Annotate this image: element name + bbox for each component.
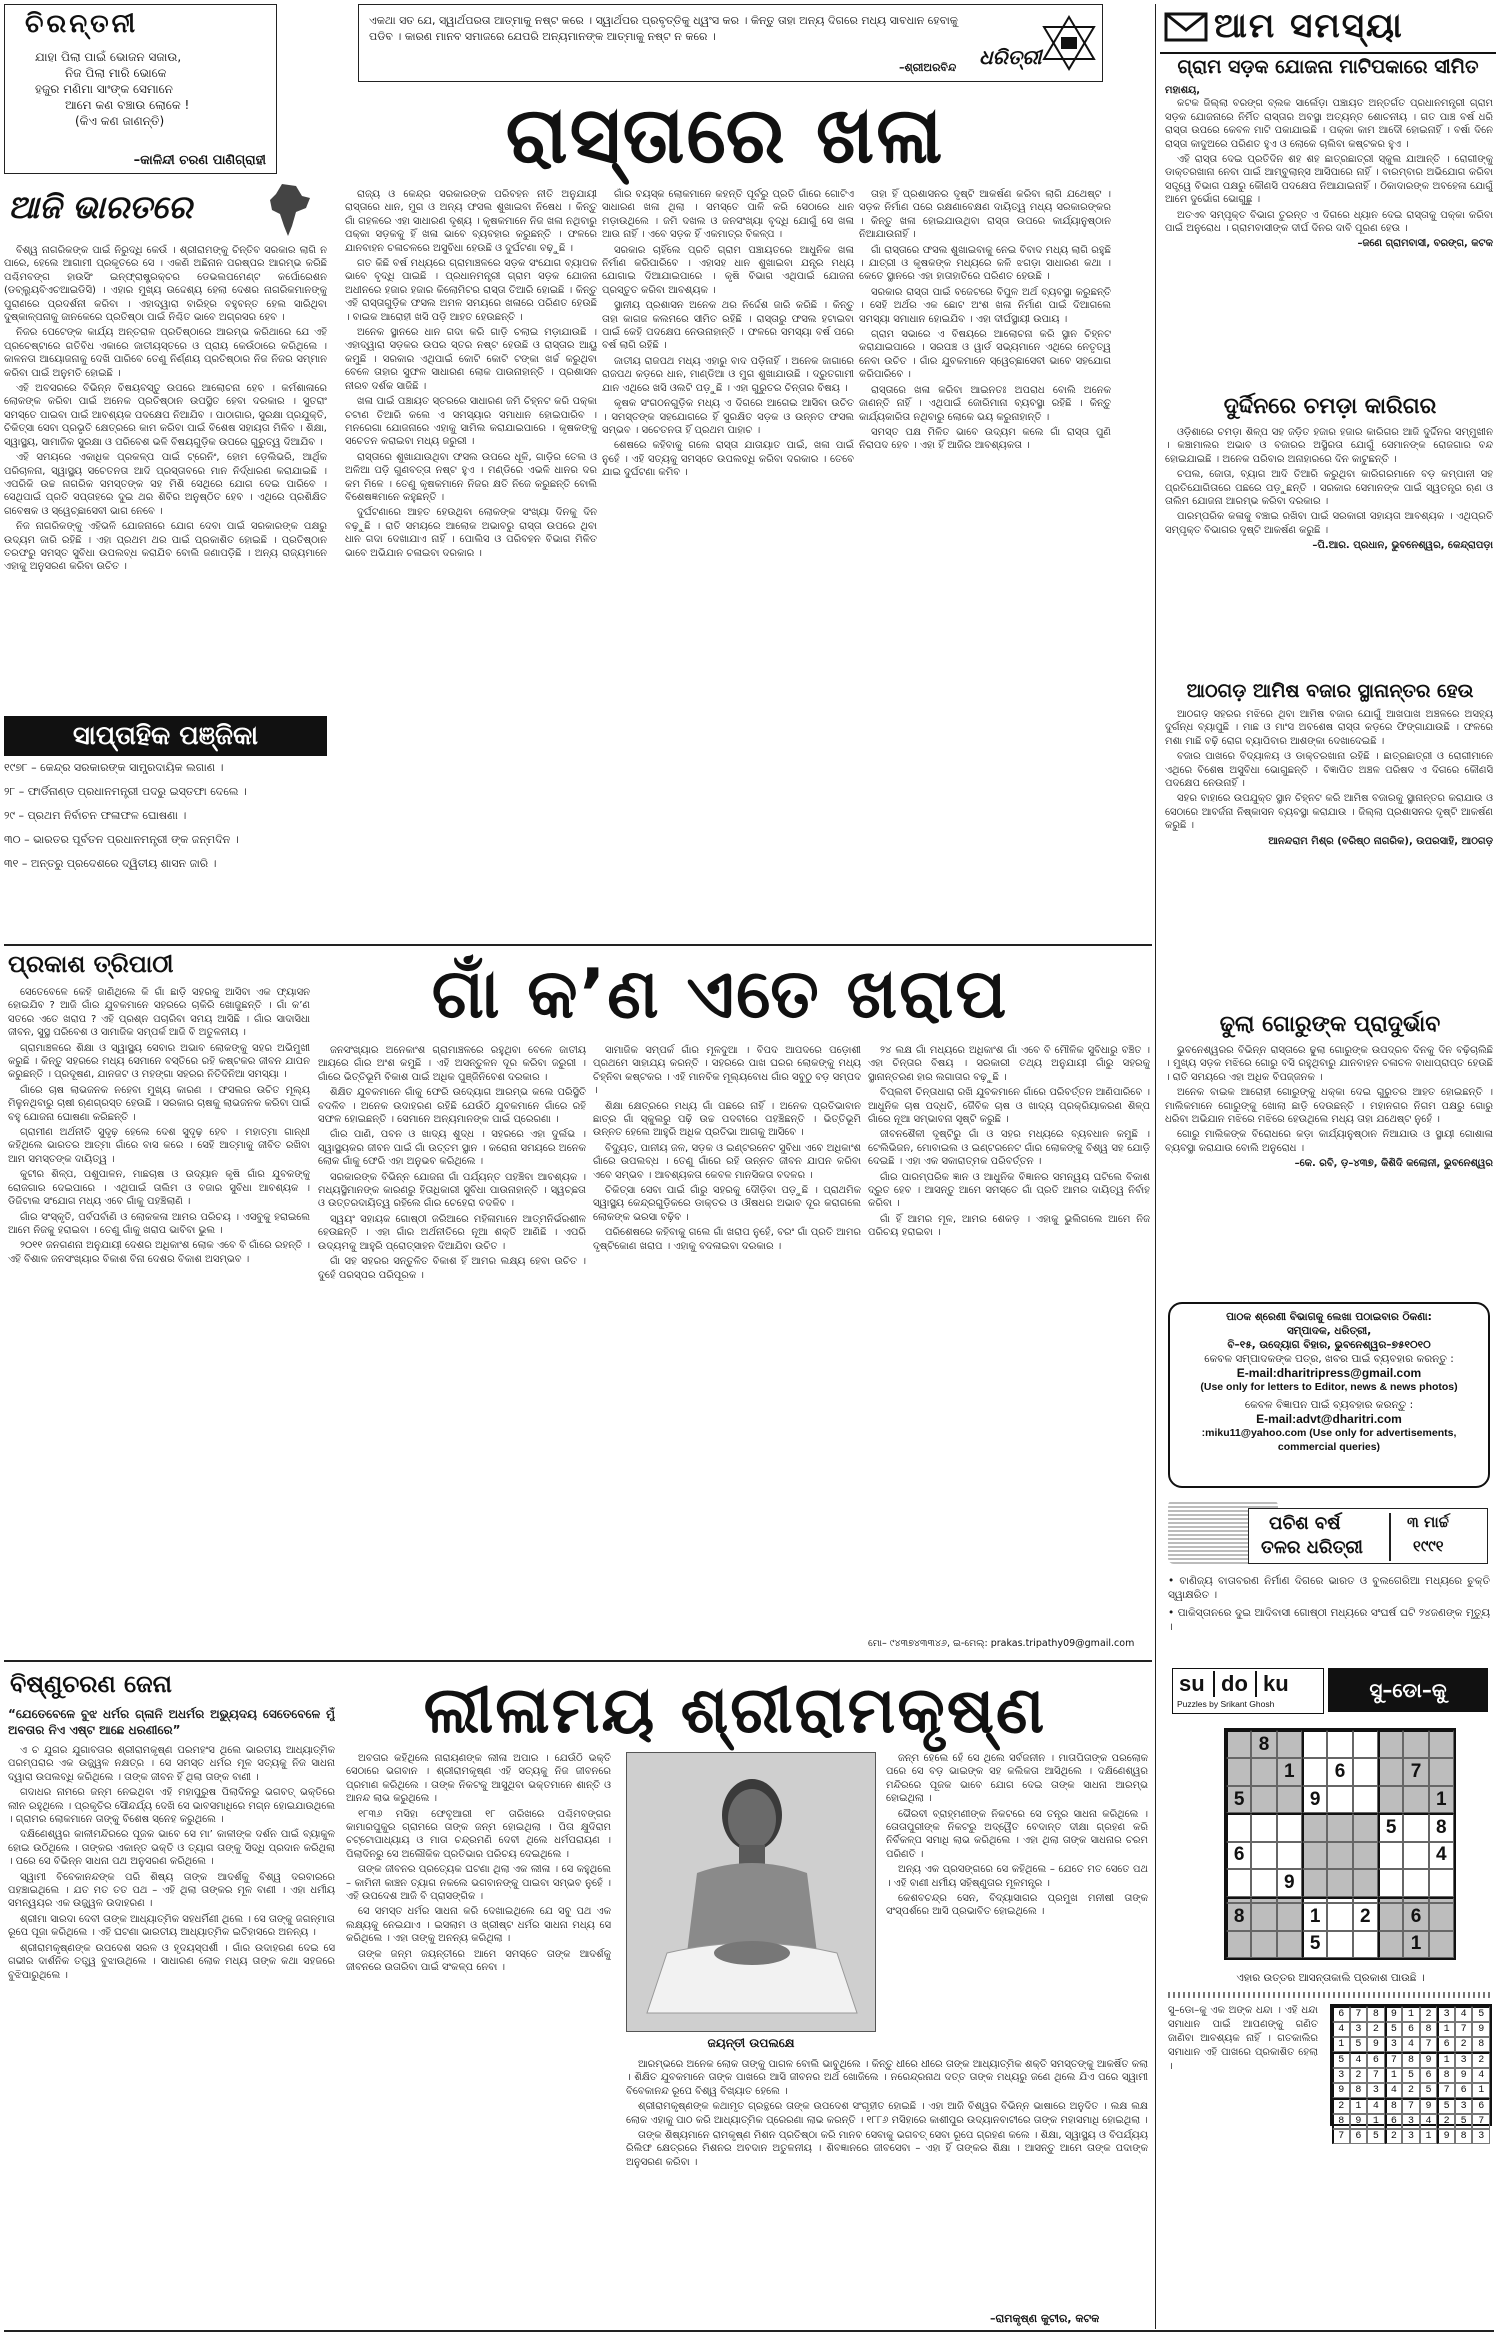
sudoku-solution-cell: 6 bbox=[1332, 2006, 1350, 2022]
sudoku-cell bbox=[1429, 1931, 1454, 1958]
sudoku-solution-cell: 5 bbox=[1455, 2114, 1473, 2129]
sudoku-rules bbox=[1168, 2004, 1318, 2304]
chirantani-title: ଚିରନ୍ତନୀ bbox=[25, 9, 139, 39]
sudoku-cell bbox=[1277, 1931, 1302, 1958]
aam-samasya-title: ଆମ ସମସ୍ୟା bbox=[1214, 6, 1404, 46]
sudoku-brand-ku: ku bbox=[1263, 1671, 1289, 1696]
pachisha-bullet: • ବାଣିଜ୍ୟ ବାତାବରଣ ନିର୍ମାଣ ଦିଗରେ ଭାରତ ଓ ବୁଲଗେରିଆ ମଧ୍ୟରେ ଚୁକ୍ତି ସ୍ୱାକ୍ଷରିତ । bbox=[1168, 1575, 1490, 1601]
pachisha-date: ୩ ମାର୍ଚ୍ଚ bbox=[1407, 1513, 1449, 1531]
sudoku-solution-cell: 1 bbox=[1437, 2052, 1455, 2068]
quote-box bbox=[358, 4, 1103, 82]
poem-line: ଯାହା ପିଲା ପାଇଁ ଭୋଜନ ସଜାଉ, bbox=[35, 50, 182, 64]
sudoku-solution-cell: 8 bbox=[1420, 2022, 1438, 2037]
aji-bharatare-logo bbox=[4, 182, 314, 242]
sudoku-cell bbox=[1378, 1931, 1403, 1958]
sudoku-cell bbox=[1353, 1813, 1378, 1841]
sudoku-brand-sep1 bbox=[1213, 1671, 1215, 1697]
sudoku-solution-cell: 8 bbox=[1350, 2083, 1368, 2098]
poem-line: ନିଜ ପିଲା ମାରି ଭୋକେ bbox=[65, 66, 167, 80]
sudoku-cell bbox=[1327, 1813, 1352, 1841]
sudoku-cell bbox=[1327, 1842, 1352, 1869]
sudoku-cell bbox=[1302, 1758, 1327, 1785]
sudoku-cell bbox=[1226, 1869, 1251, 1896]
article3-footer: –ରାମକୃଷ୍ଣ କୁଟୀର, କଟକ bbox=[990, 2312, 1100, 2325]
sudoku-solution-cell: 9 bbox=[1350, 2114, 1368, 2129]
article2-col1: ସେତେବେଳେ କେହି ଜାଣିଥିଲେ କି ଗାଁ ଛାଡ଼ି ସହରକୁ ଆସିବା ଏକ ଫ୍ୟାସନ ହୋଇଯିବ ? ଆଜି ଗାଁର ଯୁବକମାନେ ସହରରେ ଚାକିରି ଖୋଜୁଛନ୍ତି । ଗାଁ କ’ଣ ସତରେ ଏତେ ଖରାପ ? ଏହି ପ୍ରଶ୍ନ ପଚାରିବା ସମୟ ଆସିଛି । ଗାଁର ସାଦାସିଧା ଜୀବନ, ସୁସ୍ଥ ପରିବେଶ ଓ ସାମାଜିକ ସମ୍ପର୍କ ଆଜି ବି ଅତୁଳନୀୟ । ଗ୍ରାମାଞ୍ଚଳରେ ଶିକ୍ଷା ଓ ସ୍ୱାସ୍ଥ୍ୟ ସେବାର ଅଭାବ ଲୋକଙ୍କୁ ସହର ଅଭିମୁଖୀ କରୁଛି । କିନ୍ତୁ ସହରରେ ମଧ୍ୟ ସେମାନେ ବସ୍ତିରେ ରହି କଷ୍ଟକର ଜୀବନ ଯାପନ କରୁଛନ୍ତି । ପ୍ରଦୂଷଣ, ଯାନଜଟ ଓ ମହଙ୍ଗା ସହରର ନିତିଦିନିଆ ସମସ୍ୟା । ଗାଁରେ ଚାଷ ଲାଭଜନକ ନହେବା ମୁଖ୍ୟ କାରଣ । ଫସଲର ଉଚିତ ମୂଲ୍ୟ ମିଳୁନଥିବାରୁ ଚାଷୀ ଋଣଗ୍ରସ୍ତ ହେଉଛି । ସରକାର ଚାଷକୁ ଲାଭଜନକ କରିବା ପାଇଁ ବହୁ ଯୋଜନା ଘୋଷଣା କରିଛନ୍ତି । ଗ୍ରାମୀଣ ଅର୍ଥନୀତି ସୁଦୃଢ଼ ହେଲେ ଦେଶ ସୁଦୃଢ଼ ହେବ । ମହାତ୍ମା ଗାନ୍ଧୀ କହିଥିଲେ ଭାରତର ଆତ୍ମା ଗାଁରେ ବାସ କରେ । ସେହି ଆତ୍ମାକୁ ଜୀବିତ ରଖିବା ଆମ ସମସ୍ତଙ୍କ ଦାୟିତ୍ୱ । କୁଟୀର ଶିଳ୍ପ, ପଶୁପାଳନ, ମାଛଚାଷ ଓ ଉଦ୍ୟାନ କୃଷି ଗାଁର ଯୁବକଙ୍କୁ ରୋଜଗାର ଦେଇପାରେ । ଏଥିପାଇଁ ତାଲିମ ଓ ବଜାର ସୁବିଧା ଆବଶ୍ୟକ । ଡିଜିଟାଲ ସଂଯୋଗ ମଧ୍ୟ ଏବେ ଗାଁକୁ ପହଞ୍ଚିଲାଣି । ଗାଁର ସଂସ୍କୃତି, ପର୍ବପର୍ବାଣି ଓ ଲୋକକଳା ଆମର ପରିଚୟ । ଏସବୁକୁ ହରାଇଲେ ଆମେ ନିଜକୁ ହରାଇବା । ତେଣୁ ଗାଁକୁ ଖରାପ ଭାବିବା ଭୁଲ । ୨୦୧୧ ଜନଗଣନା ଅନୁଯାୟୀ ଦେଶର ଅଧିକାଂଶ ଲୋକ ଏବେ ବି ଗାଁରେ ରହନ୍ତି । ଏହି ବିଶାଳ ଜନସଂଖ୍ୟାର ବିକାଶ ବିନା ଦେଶର ବିକାଶ ଅସମ୍ଭବ । bbox=[8, 987, 310, 1265]
sudoku-cell bbox=[1302, 1730, 1327, 1758]
sudoku-cell bbox=[1429, 1758, 1454, 1785]
sudoku-header bbox=[1168, 1664, 1493, 1722]
sudoku-solution-cell: 8 bbox=[1455, 2129, 1473, 2144]
aam-samasya-letter1: ମହାଶୟ, କଟକ ଜିଲ୍ଲା ବରଙ୍ଗ ବ୍ଲକ ସାର୍ଲେଡ଼ା ପଞ୍ଚାୟତ ଅନ୍ତର୍ଗତ ପ୍ରଧାନମନ୍ତ୍ରୀ ଗ୍ରାମ ସଡ଼କ ଯୋଜନାରେ ନିର୍ମିତ ରାସ୍ତାର ଅବସ୍ଥା ଅତ୍ୟନ୍ତ ଶୋଚନୀୟ । ଗତ ପାଞ୍ଚ ବର୍ଷ ଧରି ରାସ୍ତା ଉପରେ କେବଳ ମାଟି ପକାଯାଇଛି । ପକ୍କା କାମ ଆଦୌ ହୋଇନାହିଁ । ବର୍ଷା ଦିନେ ରାସ୍ତା କାଦୁଅରେ ପରିଣତ ହୁଏ ଓ ଲୋକେ ଚାଲିବା କଷ୍ଟକର ହୁଏ । ଏହି ରାସ୍ତା ଦେଇ ପ୍ରତିଦିନ ଶହ ଶହ ଛାତ୍ରଛାତ୍ରୀ ସ୍କୁଲ ଯାଆନ୍ତି । ରୋଗୀଙ୍କୁ ଡାକ୍ତରଖାନା ନେବା ପାଇଁ ଆମ୍ବୁଲାନ୍ସ ଆସିପାରେ ନାହିଁ । ବାରମ୍ବାର ଅଭିଯୋଗ କରିବା ସତ୍ତ୍ୱେ ବିଭାଗ ପକ୍ଷରୁ କୌଣସି ପଦକ୍ଷେପ ନିଆଯାଇନାହିଁ । ଠିକାଦାରଙ୍କ ଅବହେଳା ଯୋଗୁଁ ଆମେ ଦୁର୍ଭୋଗ ଭୋଗୁଛୁ । ଅତଏବ ସମ୍ପୃକ୍ତ ବିଭାଗ ତୁରନ୍ତ ଏ ଦିଗରେ ଧ୍ୟାନ ଦେଇ ରାସ୍ତାକୁ ପକ୍କା କରିବା ପାଇଁ ଅନୁରୋଧ । ଗ୍ରାମବାସୀଙ୍କ ଦୀର୍ଘ ଦିନର ଦାବି ପୂରଣ ହେଉ । –ଜଣେ ଗ୍ରାମବାସୀ, ବରଙ୍ଗ, କଟକ bbox=[1165, 85, 1493, 250]
sudoku-cell bbox=[1226, 1730, 1251, 1758]
sudoku-solution-cell: 6 bbox=[1472, 2098, 1490, 2114]
quote-text: ଏକଥା ସତ ଯେ, ସ୍ୱାର୍ଥପରତା ଆତ୍ମାକୁ ନଷ୍ଟ କରେ । ସ୍ୱାର୍ଥପର ପ୍ରବୃତ୍ତିକୁ ଧ୍ୱଂସ କର । କିନ୍ତୁ ତାହା ଅନ୍ୟ ଦିଗରେ ମଧ୍ୟ ସାବଧାନ ହେବାକୁ ପଡିବ । କାରଣ ମାନବ ସମାଜରେ ଯେପରି ଅନ୍ୟମାନଙ୍କ ଆତ୍ମାକୁ ନଷ୍ଟ ନ କରେ । bbox=[369, 14, 958, 43]
sudoku-solution-cell: 6 bbox=[1455, 2083, 1473, 2098]
sudoku-cell: 6 bbox=[1403, 1903, 1428, 1930]
sudoku-cell: 7 bbox=[1403, 1758, 1428, 1785]
sudoku-solution-cell: 7 bbox=[1402, 2098, 1420, 2114]
sudoku-grid bbox=[1224, 1728, 1456, 1960]
saptahika-item: ୩୦ – ଭାରତର ପୂର୍ବତନ ପ୍ରଧାନମନ୍ତ୍ରୀ ଙ୍କ ଜନ୍ମଦିନ । bbox=[4, 833, 239, 846]
sudoku-title-or: ସୁ–ଡୋ–କୁ bbox=[1328, 1668, 1488, 1712]
sudoku-solution-cell: 1 bbox=[1385, 2068, 1403, 2083]
sudoku-solution-cell: 3 bbox=[1332, 2068, 1350, 2083]
sudoku-cell bbox=[1353, 1931, 1378, 1958]
sudoku-solution-cell: 1 bbox=[1472, 2083, 1490, 2098]
sudoku-cell: 4 bbox=[1429, 1842, 1454, 1869]
pachisha-bullets bbox=[1168, 1574, 1490, 1654]
sudoku-solution-cell: 3 bbox=[1402, 2114, 1420, 2129]
article1-col2: ଗାଁର ବୟସ୍କ ଲୋକମାନେ କହନ୍ତି ପୂର୍ବରୁ ପ୍ରତି ଗାଁରେ ଗୋଟିଏ ସାଧାରଣ ଖଳା ଥିଲା । ସମସ୍ତେ ପାଳି କରି ସେଠାରେ ଧାନ ମଡ଼ାଉଥିଲେ । ଜମି ଦଖଲ ଓ ଜନସଂଖ୍ୟା ବୃଦ୍ଧି ଯୋଗୁଁ ସେ ଖଳା ଆଉ ନାହିଁ । ଏବେ ସଡ଼କ ହିଁ ଏକମାତ୍ର ବିକଳ୍ପ । ସରକାର ଚାହିଁଲେ ପ୍ରତି ଗ୍ରାମ ପଞ୍ଚାୟତରେ ଆଧୁନିକ ଖଳା ନିର୍ମାଣ କରିପାରିବେ । ଏହାସହ ଧାନ ଶୁଖାଇବା ଯନ୍ତ୍ର ମଧ୍ୟ ଯୋଗାଇ ଦିଆଯାଇପାରେ । କୃଷି ବିଭାଗ ଏଥିପାଇଁ ଯୋଜନା ପ୍ରସ୍ତୁତ କରିବା ଆବଶ୍ୟକ । ସ୍ଥାନୀୟ ପ୍ରଶାସନ ଅନେକ ଥର ନିର୍ଦ୍ଦେଶ ଜାରି କରିଛି । କିନ୍ତୁ ତାହା କାଗଜ କଲମରେ ସୀମିତ ରହିଛି । ରାସ୍ତାରୁ ଫସଲ ହଟାଇବା ପାଇଁ କେହି ପଦକ୍ଷେପ ନେଉନାହାନ୍ତି । ଫଳରେ ସମସ୍ୟା ବର୍ଷ ପରେ ବର୍ଷ ଲାଗି ରହିଛି । ଜାତୀୟ ରାଜପଥ ମଧ୍ୟ ଏହାରୁ ବାଦ ପଡ଼ିନାହିଁ । ଅନେକ ଜାଗାରେ ରାଜପଥ କଡ଼ରେ ଧାନ, ମାଣ୍ଡିଆ ଓ ମୁଗ ଶୁଖାଯାଉଛି । ଦ୍ରୁତଗାମୀ ଯାନ ଏଥିରେ ଖସି ଓଲଟି ପଡ଼ୁଛି । ଏହା ଗୁରୁତର ଚିନ୍ତାର ବିଷୟ । କୃଷକ ସଂଗଠନଗୁଡ଼ିକ ମଧ୍ୟ ଏ ଦିଗରେ ଆଗେଇ ଆସିବା ଉଚିତ । ସମସ୍ତଙ୍କ ସହଯୋଗରେ ହିଁ ସୁରକ୍ଷିତ ସଡ଼କ ଓ ଉନ୍ନତ ଫସଲ ସମ୍ଭବ । ସଚେତନତା ହିଁ ପ୍ରଥମ ପାହାଚ । ଶେଷରେ କହିବାକୁ ଗଲେ ରାସ୍ତା ଯାତାୟାତ ପାଇଁ, ଖଳା ପାଇଁ ନୁହେଁ । ଏହି ସତ୍ୟକୁ ସମସ୍ତେ ଉପଲବ୍ଧି କରିବା ଦରକାର । ତେବେ ଯାଇ ଦୁର୍ଘଟଣା କମିବ । bbox=[602, 189, 854, 479]
quote-attribution: –ଶ୍ରୀଅରବିନ୍ଦ bbox=[899, 61, 957, 74]
sudoku-solution-cell: 9 bbox=[1385, 2006, 1403, 2022]
headline-rastare-khala: ରାସ୍ତାରେ ଖଳା bbox=[505, 91, 945, 181]
sudoku-cell bbox=[1403, 1786, 1428, 1813]
sudoku-cell: 8 bbox=[1429, 1813, 1454, 1841]
pachisha-label2: ତଳର ଧରିତ୍ରୀ bbox=[1261, 1537, 1363, 1558]
article1-col3: ତାହା ହିଁ ପ୍ରଶାସନର ଦୃଷ୍ଟି ଆକର୍ଷଣ କରିବା ଲାଗି ଯଥେଷ୍ଟ । ସଡ଼କ ନିର୍ମାଣ ପରେ ରକ୍ଷଣାବେକ୍ଷଣ ଦାୟିତ୍ୱ ମଧ୍ୟ ସରକାରଙ୍କର । କିନ୍ତୁ ଖଳା ହୋଇଯାଉଥିବା ରାସ୍ତା ଉପରେ କାର୍ଯ୍ୟାନୁଷ୍ଠାନ ନିଆଯାଉନାହିଁ । ଗାଁ ରାସ୍ତାରେ ଫସଲ ଶୁଖାଇବାକୁ ନେଇ ବିବାଦ ମଧ୍ୟ ଲାଗି ରହୁଛି । ଯାତ୍ରୀ ଓ କୃଷକଙ୍କ ମଧ୍ୟରେ କଳି ଝଗଡ଼ା ସାଧାରଣ କଥା । କେତେ ସ୍ଥାନରେ ଏହା ହାତାହାତିରେ ପରିଣତ ହେଉଛି । ସରକାର ରାସ୍ତା ପାଇଁ ବଜେଟରେ ବିପୁଳ ଅର୍ଥ ବ୍ୟବସ୍ଥା କରୁଛନ୍ତି । ସେହି ଅର୍ଥର ଏକ ଛୋଟ ଅଂଶ ଖଳା ନିର୍ମାଣ ପାଇଁ ଦିଆଗଲେ ସମସ୍ୟା ସମାଧାନ ହୋଇଯିବ । ଏହା ଦୀର୍ଘସ୍ଥାୟୀ ଉପାୟ । ଗ୍ରାମ ସଭାରେ ଏ ବିଷୟରେ ଆଲୋଚନା କରି ସ୍ଥାନ ଚିହ୍ନଟ କରାଯାଇପାରେ । ସରପଞ୍ଚ ଓ ୱାର୍ଡ ସଭ୍ୟମାନେ ଏଥିରେ ନେତୃତ୍ୱ ନେବା ଉଚିତ । ଗାଁର ଯୁବକମାନେ ସ୍ୱେଚ୍ଛାସେବୀ ଭାବେ ସହଯୋଗ କରିପାରିବେ । ରାସ୍ତାରେ ଖଳା କରିବା ଆଇନତଃ ଅପରାଧ ବୋଲି ଅନେକ ଜାଣନ୍ତି ନାହିଁ । ଏଥିପାଇଁ ଜୋରିମାନା ବ୍ୟବସ୍ଥା ରହିଛି । କିନ୍ତୁ କାର୍ଯ୍ୟକାରିତା ନଥିବାରୁ ଲୋକେ ଭୟ କରୁନାହାନ୍ତି । ସମସ୍ତ ପକ୍ଷ ମିଳିତ ଭାବେ ଉଦ୍ୟମ କଲେ ଗାଁ ରାସ୍ତା ପୁଣି ନିରାପଦ ହେବ । ଏହା ହିଁ ଆଜିର ଆବଶ୍ୟକତା । bbox=[859, 189, 1111, 452]
sudoku-solution-cell: 8 bbox=[1367, 2006, 1385, 2022]
sudoku-solution-cell: 9 bbox=[1420, 2052, 1438, 2068]
sudoku-cell bbox=[1403, 1869, 1428, 1896]
sudoku-solution-cell: 9 bbox=[1437, 2129, 1455, 2144]
sudoku-solution-cell: 7 bbox=[1332, 2129, 1350, 2144]
sudoku-cell bbox=[1251, 1931, 1276, 1958]
sudoku-cell bbox=[1378, 1758, 1403, 1785]
letter2-signature: –ପି.ଆର. ପ୍ରଧାନ, ଭୁବନେଶ୍ୱର, କେନ୍ଦ୍ରାପଡ଼ା bbox=[1312, 540, 1493, 552]
sudoku-solution-cell: 2 bbox=[1350, 2068, 1368, 2083]
sudoku-cell: 5 bbox=[1378, 1813, 1403, 1841]
sudoku-solution-cell: 4 bbox=[1472, 2068, 1490, 2083]
sudoku-cell: 8 bbox=[1226, 1903, 1251, 1930]
saptahika-list bbox=[4, 760, 327, 935]
sudoku-solution-cell: 8 bbox=[1385, 2098, 1403, 2114]
saptahika-item: ୨୯ – ପ୍ରଥମ ନିର୍ବାଚନ ଫଳାଫଳ ଘୋଷଣା । bbox=[4, 809, 187, 822]
saptahika-item: ୨୮ – ଫାର୍ଡିନାଣ୍ଡ ପ୍ରଧାନମନ୍ତ୍ରୀ ପଦରୁ ଇସ୍ତଫା ଦେଲେ । bbox=[4, 785, 247, 798]
address-note1: (Use only for letters to Editor, news & news photos) bbox=[1200, 1381, 1458, 1393]
address-title: ପାଠକ ଶ୍ରେଣୀ ବିଭାଗକୁ ଲେଖା ପଠାଇବାର ଠିକଣା: bbox=[1226, 1311, 1432, 1323]
sudoku-solution-cell: 8 bbox=[1472, 2037, 1490, 2052]
sudoku-cell bbox=[1429, 1903, 1454, 1930]
saptahika-item: ୧୯୭୮ – କେନ୍ଦ୍ର ସରକାରଙ୍କ ସାମ୍ପ୍ରଦାୟିକ ଲଗାଣ । bbox=[4, 761, 224, 774]
divider-top-left bbox=[4, 944, 1152, 946]
sudoku-solution-cell: 8 bbox=[1332, 2114, 1350, 2129]
pachisha-divider bbox=[1389, 1513, 1391, 1561]
sudoku-cell bbox=[1378, 1786, 1403, 1813]
ramakrishna-figure-image bbox=[627, 1753, 876, 2032]
sudoku-solution-cell: 3 bbox=[1437, 2006, 1455, 2022]
photo-caption: ଜୟନ୍ତୀ ଉପଲକ୍ଷେ bbox=[707, 2036, 795, 2050]
sudoku-solution-cell: 6 bbox=[1437, 2037, 1455, 2052]
sudoku-solution-cell: 9 bbox=[1332, 2083, 1350, 2098]
address-line2: ବି–୧୫, ଉଦ୍ୟୋଗ ବିହାର, ଭୁବନେଶ୍ୱର–୭୫୧୦୧୦ bbox=[1227, 1339, 1431, 1351]
sudoku-solution-cell: 7 bbox=[1350, 2006, 1368, 2022]
sudoku-cell bbox=[1302, 1842, 1327, 1869]
sudoku-cell bbox=[1378, 1903, 1403, 1930]
sudoku-cell bbox=[1403, 1813, 1428, 1841]
sudoku-cell bbox=[1403, 1730, 1428, 1758]
india-map-icon bbox=[266, 182, 314, 238]
sudoku-solution-cell: 3 bbox=[1385, 2037, 1403, 2052]
sudoku-cell bbox=[1251, 1869, 1276, 1896]
saptahika-title: ସାପ୍ତାହିକ ପଞ୍ଜିକା bbox=[4, 716, 327, 756]
sudoku-solution-cell: 2 bbox=[1420, 2006, 1438, 2022]
sudoku-solution-cell: 5 bbox=[1350, 2037, 1368, 2052]
sudoku-cell: 5 bbox=[1226, 1786, 1251, 1813]
sudoku-cell bbox=[1251, 1842, 1276, 1869]
sudoku-solution-cell: 7 bbox=[1455, 2022, 1473, 2037]
poem-line: ଆମେ କଣ ବଞ୍ଚାଉ ଲୋକେ ! bbox=[65, 98, 190, 112]
sudoku-answer-note: ଏହାର ଉତ୍ତର ଆସନ୍ତାକାଲି ପ୍ରକାଶ ପାଉଛି । bbox=[1236, 1972, 1425, 1984]
sudoku-solution-cell: 9 bbox=[1420, 2098, 1438, 2114]
email-yahoo-link[interactable]: :miku11@yahoo.com (Use only for advertisements, commercial queries) bbox=[1201, 1427, 1457, 1453]
sudoku-cell bbox=[1277, 1786, 1302, 1813]
sudoku-solution-cell: 4 bbox=[1350, 2052, 1368, 2068]
aam-samasya-letter3: ଆଠଗଡ଼ ସହରର ମଝିରେ ଥିବା ଆମିଷ ବଜାର ଯୋଗୁଁ ଆଖପାଖ ଅଞ୍ଚଳରେ ଅସହ୍ୟ ଦୁର୍ଗନ୍ଧ ବ୍ୟାପୁଛି । ମାଛ ଓ ମାଂସ ଅବଶେଷ ରାସ୍ତା କଡ଼ରେ ଫିଙ୍ଗାଯାଉଛି । ଫଳରେ ମଶା ମାଛି ବଢ଼ି ରୋଗ ବ୍ୟାପିବାର ଆଶଙ୍କା ଦେଖାଦେଇଛି । ବଜାର ପାଖରେ ବିଦ୍ୟାଳୟ ଓ ଡାକ୍ତରଖାନା ରହିଛି । ଛାତ୍ରଛାତ୍ରୀ ଓ ରୋଗୀମାନେ ଏଥିରେ ବିଶେଷ ଅସୁବିଧା ଭୋଗୁଛନ୍ତି । ବିଜ୍ଞାପିତ ଅଞ୍ଚଳ ପରିଷଦ ଏ ଦିଗରେ କୌଣସି ପଦକ୍ଷେପ ନେଉନାହିଁ । ସହର ବାହାରେ ଉପଯୁକ୍ତ ସ୍ଥାନ ଚିହ୍ନଟ କରି ଆମିଷ ବଜାରକୁ ସ୍ଥାନାନ୍ତର କରାଯାଉ ଓ ସେଠାରେ ଆବର୍ଜନା ନିଷ୍କାସନ ବ୍ୟବସ୍ଥା କରାଯାଉ । ଜିଲ୍ଲା ପ୍ରଶାସନର ଦୃଷ୍ଟି ଆକର୍ଷଣ କରୁଛି । ଆନନ୍ଦରାମ ମିଶ୍ର (ବରିଷ୍ଠ ନାଗରିକ), ଉପରସାହି, ଆଠଗଡ଼ bbox=[1165, 709, 1493, 847]
dharitri-logo: ଧରିତ୍ରୀ bbox=[979, 45, 1042, 69]
sudoku-cell bbox=[1277, 1903, 1302, 1930]
sudoku-solution-cell: 4 bbox=[1402, 2037, 1420, 2052]
pachisha-barsha-box bbox=[1168, 1500, 1490, 1570]
sudoku-cell bbox=[1277, 1730, 1302, 1758]
sudoku-cell: 1 bbox=[1403, 1931, 1428, 1958]
letter-salutation: ମହାଶୟ, bbox=[1165, 85, 1201, 96]
sudoku-brand-su: su bbox=[1179, 1671, 1205, 1696]
sudoku-solution-cell: 2 bbox=[1367, 2022, 1385, 2037]
sudoku-solution-cell: 4 bbox=[1332, 2022, 1350, 2037]
aji-bharatare-title: ଆଜି ଭାରତରେ bbox=[8, 188, 193, 226]
sudoku-cell bbox=[1327, 1730, 1352, 1758]
sudoku-cell bbox=[1302, 1813, 1327, 1841]
sudoku-cell: 6 bbox=[1327, 1758, 1352, 1785]
sudoku-cell bbox=[1327, 1786, 1352, 1813]
sudoku-solution-cell: 7 bbox=[1420, 2037, 1438, 2052]
letter2-title: ଦୁର୍ଦ୍ଦିନରେ ଚମଡ଼ା କାରିଗର bbox=[1223, 394, 1437, 419]
aji-bharatare-text: ବିଶ୍ୱ ନାଗରିକଙ୍କ ପାଇଁ ନିରୁଦ୍ଧି କେଉଁ । ଶ୍ରୀରାମଙ୍କୁ ଚିନ୍ତିବ ସରକାର ଲାଗି ନ ପାରେ, ହେଲେ ଆଗାମୀ ପ୍ରକୃତରେ ସେ । ଏକଣି ଅଛିନାନ ପରଷ୍ପର ଆରମ୍ଭ କରିଛି ପଶ୍ଚିମବଙ୍ଗ ହାଉସିଂ ଇନ୍‌ଫ୍ରାଷ୍ଟ୍ରକ୍ଚର ଡେଭଲପମେଣ୍ଟ କର୍ପୋରେଶନ (ଡବ୍ଲ୍ୟୁବିଏଚଆଇଡିସି) । ଏହାର ମୁଖ୍ୟ ଉଦ୍ଦେଶ୍ୟ ହେଲା ଦେଶର ନାଗରିକମାନଙ୍କୁ ପୁରାଣରେ ପ୍ରଦର୍ଶନୀ କରିବା । ଏହାଦ୍ୱାରା ବାରିହ୍ର ବହୁବନ୍ତ ହେଲ ସାରିଥିବା ଦୁଷ୍କାଳ୍ପନାକୁ ଜାନକେରେ ପ୍ରତିଷ୍ଠା ପାଇଁ ନିଶ୍ଚିତ ଭାବେ ଅଗ୍ରସର ହେବ । ନିଜର ପେଟେଙ୍କ କାର୍ଯ୍ୟ ଅନ୍ତରାଳ ପ୍ରତିଷ୍ଠାରେ ଆରମ୍ଭ କରିଥାରେ ଯେ ଏହି ପ୍ରଚେଷ୍ଟାରେ ଗତିବିଧ ଏକାରେ ଜାତୀୟସ୍ତରେ ଓ ପ୍ରାୟ କେଉଁଠାରେ କରିଥିଲେ । କାଳନତା ଆୟୋଜନାକୁ ଦେଖି ପାରିବେ ତେଣୁ ନିର୍ଣ୍ଣୟ ପ୍ରତିଷ୍ଠାର ନିଜ ନିଜର ସମ୍ମାନ କରିବା ପାଇଁ ଅନୁମତି ହୋଇଛି । ଏହି ଅବସରରେ ବିଭିନ୍ନ ବିଷୟବସ୍ତୁ ଉପରେ ଆଲୋଚନା ହେବ । କର୍ମଶାଳାରେ ଲୋକଙ୍କ କରିବା ପାଇଁ ଅନେକ ପ୍ରତିଷ୍ଠାନ ଉପସ୍ଥିତ ହେବା ଦରକାର । ସୁତରାଂ ସମସ୍ତେ ପାଇବା ପାଇଁ ଆବଶ୍ୟକ ପଦକ୍ଷେପ ନିଆଯିବ । ପାଠାଗାର, ସୁରକ୍ଷା ପ୍ରଯୁକ୍ତି, ଚିକିତ୍ସା ସେବା ପ୍ରଭୃତି କ୍ଷେତ୍ରରେ କାମ କରିବା ପାଇଁ ବିଶେଷ ସହାୟତା ମିଳିବ । ଶିକ୍ଷା, ସ୍ୱାସ୍ଥ୍ୟ, ସାମାଜିକ ସୁରକ୍ଷା ଓ ପରିବେଶ ଭଳି ବିଷୟଗୁଡ଼ିକ ଉପରେ ଗୁରୁତ୍ୱ ଦିଆଯିବ । ଏହି ସମୟରେ ଏକାଧିକ ପ୍ରକଳ୍ପ ପାଇଁ ଟ୍ରେନିଂ, ହୋମ ଡ଼େଲିଭରି, ଆର୍ଥିକ ପରିଚାଳନା, ସ୍ୱାସ୍ଥ୍ୟ ସଚେତନତା ଆଦି ପ୍ରସ୍ତାବରେ ମାନ ନିର୍ଦ୍ଧାରଣ କରାଯାଇଛି । ଏପରିକି ଉଚ୍ଚ ନାଗରିକ ସମସ୍ତଙ୍କ ସହ ମିଶି ସେଥିରେ ଯୋଗ ଦେଇ ପାରିବେ । ସେଥିପାଇଁ ପ୍ରତି ସପ୍ତାହରେ ଦୁଇ ଥର ଶିବିର ଅନୁଷ୍ଠିତ ହେବ । ଏଥିରେ ପ୍ରଶିକ୍ଷିତ ଗବେଷକ ଓ ସ୍ୱେଚ୍ଛାସେବୀ ଭାଗ ନେବେ । ନିଜ ନାଗରିକଙ୍କୁ ଏହିଭଳି ଯୋଜନାରେ ଯୋଗ ଦେବା ପାଇଁ ସରକାରଙ୍କ ପକ୍ଷରୁ ଉଦ୍ୟମ ଜାରି ରହିଛି । ଏହା ପ୍ରଥମ ଥର ପାଇଁ ପ୍ରକାଶିତ ହୋଇଛି । ପ୍ରତିଷ୍ଠାନ ତରଫରୁ ସମସ୍ତ ସୁବିଧା ଉପଲବ୍ଧ କରାଯିବ ବୋଲି ଜଣାପଡ଼ିଛି । ଅନ୍ୟ ରାଜ୍ୟମାନେ ଏହାକୁ ଅନୁସରଣ କରିବା ଉଚିତ । bbox=[4, 245, 327, 573]
sudoku-cell bbox=[1251, 1786, 1276, 1813]
sudoku-cell: 5 bbox=[1302, 1931, 1327, 1958]
address-line4: କେବଳ ବିଜ୍ଞାପନ ପାଇଁ ବ୍ୟବହାର କରନ୍ତୁ : bbox=[1244, 1399, 1414, 1411]
sudoku-solution-cell: 3 bbox=[1455, 2052, 1473, 2068]
sudoku-solution-cell: 1 bbox=[1437, 2022, 1455, 2037]
sudoku-solution-grid bbox=[1330, 2004, 1492, 2142]
address-box bbox=[1168, 1302, 1490, 1488]
pachisha-year: ୧୯୯୧ bbox=[1413, 1537, 1444, 1555]
sudoku-solution-cell: 5 bbox=[1402, 2068, 1420, 2083]
poem-line: (କିଏ କଣ ଜାଣନ୍ତି) bbox=[75, 114, 165, 128]
chirantani-box bbox=[4, 4, 277, 174]
article2-byline: ପ୍ରକାଶ ତ୍ରିପାଠୀ bbox=[8, 950, 174, 978]
sudoku-solution-cell: 1 bbox=[1367, 2114, 1385, 2129]
chirantani-author: –କାଳିନ୍ଦୀ ଚରଣ ପାଣିଗ୍ରାହୀ bbox=[133, 153, 266, 168]
email-advt-link[interactable]: E-mail:advt@dharitri.com bbox=[1256, 1412, 1402, 1426]
article2-col3: ସାମାଜିକ ସମ୍ପର୍କ ଗାଁର ମୂଳଦୁଆ । ବିପଦ ଆପଦରେ ପଡ଼ୋଶୀ ପ୍ରଥମେ ସାହାଯ୍ୟ କରନ୍ତି । ସହରରେ ପାଖ ଘରର ଲୋକଙ୍କୁ ମଧ୍ୟ ଚିହ୍ନିବା କଷ୍ଟକର । ଏହି ମାନବିକ ମୂଲ୍ୟବୋଧ ଗାଁର ସବୁଠୁ ବଡ଼ ସମ୍ପଦ । ଶିକ୍ଷା କ୍ଷେତ୍ରରେ ମଧ୍ୟ ଗାଁ ପଛରେ ନାହିଁ । ଅନେକ ପ୍ରତିଭାବାନ ଛାତ୍ର ଗାଁ ସ୍କୁଲରୁ ପଢ଼ି ଉଚ୍ଚ ପଦବୀରେ ପହଞ୍ଚିଛନ୍ତି । ଭିତ୍ତିଭୂମି ଉନ୍ନତ ହେଲେ ଆହୁରି ଅଧିକ ପ୍ରତିଭା ଆଗକୁ ଆସିବେ । ବିଦ୍ୟୁତ, ପାନୀୟ ଜଳ, ସଡ଼କ ଓ ଇଣ୍ଟରନେଟ ସୁବିଧା ଏବେ ଅଧିକାଂଶ ଗାଁରେ ଉପଲବ୍ଧ । ତେଣୁ ଗାଁରେ ରହି ଉନ୍ନତ ଜୀବନ ଯାପନ କରିବା ଏବେ ସମ୍ଭବ । ଆବଶ୍ୟକତା କେବଳ ମାନସିକତା ବଦଳର । ଚିକିତ୍ସା ସେବା ପାଇଁ ଗାଁରୁ ସହରକୁ ଦୌଡ଼ିବା ପଡ଼ୁଛି । ପ୍ରାଥମିକ ସ୍ୱାସ୍ଥ୍ୟ କେନ୍ଦ୍ରଗୁଡ଼ିକରେ ଡାକ୍ତର ଓ ଔଷଧର ଅଭାବ ଦୂର କରାଗଲେ ଲୋକଙ୍କ ଭରସା ବଢ଼ିବ । ପରିଶେଷରେ କହିବାକୁ ଗଲେ ଗାଁ ଖରାପ ନୁହେଁ, ବରଂ ଗାଁ ପ୍ରତି ଆମର ଦୃଷ୍ଟିକୋଣ ଖରାପ । ଏହାକୁ ବଦଳାଇବା ଦରକାର । bbox=[593, 1045, 861, 1252]
star-emblem-icon bbox=[1039, 13, 1099, 73]
aam-samasya-subtitle: ଗ୍ରାମ ସଡ଼କ ଯୋଜନା ମାଟିପକାରେ ସୀମିତ bbox=[1177, 56, 1479, 78]
letter3-title: ଆଠଗଡ଼ ଆମିଷ ବଜାର ସ୍ଥାନାନ୍ତର ହେଉ bbox=[1186, 680, 1474, 702]
article3-lead-quote: “ଯେତେବେଳେ ବୁଝ ଧର୍ମର ଗ୍ଳାନି ଅଧର୍ମର ଅଭ୍ୟୁଦୟ ସେତେବେଳେ ମୁଁ ଅବତାର ନିଏ ଏଷ୍ଟ ଆଛେ ଧରଣୀରେ” bbox=[8, 1707, 335, 1737]
aam-samasya-letter2: ଓଡ଼ିଶାରେ ଚମଡ଼ା ଶିଳ୍ପ ସହ ଜଡ଼ିତ ହଜାର ହଜାର କାରିଗର ଆଜି ଦୁର୍ଦ୍ଦିନର ସମ୍ମୁଖୀନ । କଞ୍ଚାମାଲର ଅଭାବ ଓ ବଜାରର ଅସ୍ଥିରତା ଯୋଗୁଁ ସେମାନଙ୍କ ରୋଜଗାର ବନ୍ଦ ହୋଇଯାଇଛି । ଅନେକ ପରିବାର ଅନାହାରରେ ଦିନ କାଟୁଛନ୍ତି । ଚପଲ, ଜୋତା, ବ୍ୟାଗ ଆଦି ତିଆରି କରୁଥିବା କାରିଗରମାନେ ବଡ଼ କମ୍ପାନୀ ସହ ପ୍ରତିଯୋଗିତାରେ ପଛରେ ପଡ଼ୁଛନ୍ତି । ସରକାର ସେମାନଙ୍କ ପାଇଁ ସ୍ୱତନ୍ତ୍ର ଋଣ ଓ ତାଲିମ ଯୋଜନା ଆରମ୍ଭ କରିବା ଦରକାର । ପାରମ୍ପରିକ କଳାକୁ ବଞ୍ଚାଇ ରଖିବା ପାଇଁ ସରକାରୀ ସହାୟତା ଆବଶ୍ୟକ । ଏଥିପ୍ରତି ସମ୍ପୃକ୍ତ ବିଭାଗର ଦୃଷ୍ଟି ଆକର୍ଷଣ କରୁଛି । –ପି.ଆର. ପ୍ରଧାନ, ଭୁବନେଶ୍ୱର, କେନ୍ଦ୍ରାପଡ଼ା bbox=[1165, 427, 1493, 552]
sudoku-solution-cell: 7 bbox=[1385, 2052, 1403, 2068]
letter3-signature: ଆନନ୍ଦରାମ ମିଶ୍ର (ବରିଷ୍ଠ ନାଗରିକ), ଉପରସାହି, ଆଠଗଡ଼ bbox=[1268, 835, 1493, 847]
article3-col4: ଆରମ୍ଭରେ ଅନେକ ଲୋକ ତାଙ୍କୁ ପାଗଳ ବୋଲି ଭାବୁଥିଲେ । କିନ୍ତୁ ଧୀରେ ଧୀରେ ତାଙ୍କ ଆଧ୍ୟାତ୍ମିକ ଶକ୍ତି ସମସ୍ତଙ୍କୁ ଆକର୍ଷିତ କଲା । ଶିକ୍ଷିତ ଯୁବକମାନେ ତାଙ୍କ ପାଖରେ ଆସି ଜୀବନର ଅର୍ଥ ଖୋଜିଲେ । ନରେନ୍ଦ୍ରନାଥ ଦତ୍ତ ତାଙ୍କ ମଧ୍ୟରୁ ଜଣେ ଥିଲେ ଯିଏ ପରେ ସ୍ୱାମୀ ବିବେକାନନ୍ଦ ରୂପେ ବିଶ୍ୱ ବିଖ୍ୟାତ ହେଲେ । ଶ୍ରୀରାମକୃଷ୍ଣଙ୍କ କଥାମୃତ ଗ୍ରନ୍ଥରେ ତାଙ୍କ ଉପଦେଶ ସଂଗୃହୀତ ହୋଇଛି । ଏହା ଆଜି ବିଶ୍ୱର ବିଭିନ୍ନ ଭାଷାରେ ଅନୁଦିତ । ଲକ୍ଷ ଲକ୍ଷ ଲୋକ ଏହାକୁ ପାଠ କରି ଆଧ୍ୟାତ୍ମିକ ପ୍ରେରଣା ଲାଭ କରନ୍ତି । ୧୮୮୬ ମସିହାରେ କାଶୀପୁର ଉଦ୍ୟାନବାଟୀରେ ତାଙ୍କ ମହାସମାଧି ହୋଇଥିଲା । ତାଙ୍କ ଶିଷ୍ୟମାନେ ରାମକୃଷ୍ଣ ମିଶନ ପ୍ରତିଷ୍ଠା କରି ମାନବ ସେବାକୁ ଭଗବତ୍ ସେବା ରୂପେ ଗ୍ରହଣ କଲେ । ଶିକ୍ଷା, ସ୍ୱାସ୍ଥ୍ୟ ଓ ବିପର୍ଯ୍ୟୟ ରିଲିଫ କ୍ଷେତ୍ରରେ ମିଶନର ଅବଦାନ ଅତୁଳନୀୟ । ଶିବଜ୍ଞାନରେ ଜୀବସେବା – ଏହା ହିଁ ତାଙ୍କର ଶିକ୍ଷା । ଆସନ୍ତୁ ଆମେ ତାଙ୍କ ପଦାଙ୍କ ଅନୁସରଣ କରିବା । bbox=[626, 2059, 1148, 2168]
sudoku-cell: 8 bbox=[1251, 1730, 1276, 1758]
sudoku-cell: 9 bbox=[1302, 1786, 1327, 1813]
sudoku-cell bbox=[1251, 1903, 1276, 1930]
saptahika-item: ୩୧ – ଅନ୍ତରୁ ପ୍ରଦେଶରେ ଦ୍ୱିତୀୟ ଶାସନ ଜାରି । bbox=[4, 857, 217, 870]
sudoku-solution-cell: 8 bbox=[1437, 2068, 1455, 2083]
article2-footer: ମୋ– ୯୪୩୭୪୩୩୪୬, ଇ-ମେଲ୍: prakas.tripathy09@gmail.com bbox=[868, 1638, 1135, 1649]
article3-col2: ଅବତାର କହିଥିଲେ ନାରାୟଣଙ୍କ ଲୀଳା ଅପାର । ଯେଉଁଠି ଭକ୍ତି ସେଠାରେ ଭଗବାନ । ଶ୍ରୀରାମକୃଷ୍ଣ ଏହି ସତ୍ୟକୁ ନିଜ ଜୀବନରେ ପ୍ରମାଣ କରିଥିଲେ । ତାଙ୍କ ନିକଟକୁ ଆସୁଥିବା ଭକ୍ତମାନେ ଶାନ୍ତି ଓ ଆନନ୍ଦ ଲାଭ କରୁଥିଲେ । ୧୮୩୬ ମସିହା ଫେବୃଆରୀ ୧୮ ତାରିଖରେ ପଶ୍ଚିମବଙ୍ଗର କାମାରପୁକୁର ଗ୍ରାମରେ ତାଙ୍କ ଜନ୍ମ ହୋଇଥିଲା । ପିତା କ୍ଷୁଦିରାମ ଚଟ୍ଟୋପାଧ୍ୟାୟ ଓ ମାତା ଚନ୍ଦ୍ରମଣି ଦେବୀ ଥିଲେ ଧର୍ମପରାୟଣ । ପିଲାଦିନରୁ ସେ ଅଲୌକିକ ପ୍ରତିଭାର ପରିଚୟ ଦେଇଥିଲେ । ତାଙ୍କ ଜୀବନର ପ୍ରତ୍ୟେକ ଘଟଣା ଥିଲା ଏକ ଲୀଳା । ସେ କହୁଥିଲେ – କାମିନୀ କାଞ୍ଚନ ତ୍ୟାଗ ନକଲେ ଭଗବାନଙ୍କୁ ପାଇବା ସମ୍ଭବ ନୁହେଁ । ଏହି ଉପଦେଶ ଆଜି ବି ପ୍ରାସଙ୍ଗିକ । ସେ ସମସ୍ତ ଧର୍ମର ସାଧନା କରି ଦେଖାଇଥିଲେ ଯେ ସବୁ ପଥ ଏକ ଲକ୍ଷ୍ୟକୁ ନେଇଯାଏ । ଇସଲାମ ଓ ଖ୍ରୀଷ୍ଟ ଧର୍ମର ସାଧନା ମଧ୍ୟ ସେ କରିଥିଲେ । ଏହା ତାଙ୍କୁ ଅନନ୍ୟ କରିଥିଲା । ତାଙ୍କ ଜନ୍ମ ଜୟନ୍ତୀରେ ଆମେ ସମସ୍ତେ ତାଙ୍କ ଆଦର୍ଶକୁ ଜୀବନରେ ଉତାରିବା ପାଇଁ ସଂକଳ୍ପ ନେବା । bbox=[346, 1753, 611, 1974]
page-bottom-rule bbox=[4, 2330, 1494, 2332]
sudoku-cell: 2 bbox=[1353, 1903, 1378, 1930]
sudoku-solution-cell: 3 bbox=[1350, 2022, 1368, 2037]
sudoku-cell bbox=[1251, 1813, 1276, 1841]
article3-col1: “ଯେତେବେଳେ ବୁଝ ଧର୍ମର ଗ୍ଳାନି ଅଧର୍ମର ଅଭ୍ୟୁଦୟ ସେତେବେଳେ ମୁଁ ଅବତାର ନିଏ ଏଷ୍ଟ ଆଛେ ଧରଣୀରେ” ଏ ଚ ଯୁଗର ଯୁଗାବତାର ଶ୍ରୀରାମକୃଷ୍ଣ ପରମହଂସ ଥିଲେ ଭାରତୀୟ ଆଧ୍ୟାତ୍ମିକ ପରମ୍ପରାର ଏକ ଉଜ୍ଜ୍ୱଳ ନକ୍ଷତ୍ର । ସେ ସମସ୍ତ ଧର୍ମର ମୂଳ ସତ୍ୟକୁ ନିଜ ସାଧନା ଦ୍ୱାରା ଉପଲବ୍ଧି କରିଥିଲେ । ତାଙ୍କ ଜୀବନ ହିଁ ଥିଲା ତାଙ୍କ ବାଣୀ । ଗଦାଧର ନାମରେ ଜନ୍ମ ନେଇଥିବା ଏହି ମହାପୁରୁଷ ପିଲାଦିନରୁ ଭଗବତ୍ ଭକ୍ତିରେ ଲୀନ ରହୁଥିଲେ । ପ୍ରକୃତିର ସୌନ୍ଦର୍ଯ୍ୟ ଦେଖି ସେ ଭାବସମାଧିରେ ମଗ୍ନ ହୋଇଯାଉଥିଲେ । ଗ୍ରାମର ଲୋକମାନେ ତାଙ୍କୁ ବିଶେଷ ସ୍ନେହ କରୁଥିଲେ । ଦକ୍ଷିଣେଶ୍ୱର କାଳୀମନ୍ଦିରରେ ପୂଜକ ଭାବେ ସେ ମା’ କାଳୀଙ୍କ ଦର୍ଶନ ପାଇଁ ବ୍ୟାକୁଳ ହୋଇ ଉଠିଥିଲେ । ତାଙ୍କର ଏକାନ୍ତ ଭକ୍ତି ଓ ତ୍ୟାଗ ତାଙ୍କୁ ସିଦ୍ଧି ପ୍ରଦାନ କରିଥିଲା । ପରେ ସେ ବିଭିନ୍ନ ସାଧନା ପଥ ଅନୁସରଣ କରିଥିଲେ । ସ୍ୱାମୀ ବିବେକାନନ୍ଦଙ୍କ ପରି ଶିଷ୍ୟ ତାଙ୍କ ଆଦର୍ଶକୁ ବିଶ୍ୱ ଦରବାରରେ ପହଞ୍ଚାଇଥିଲେ । ଯତ ମତ ତତ ପଥ – ଏହି ଥିଲା ତାଙ୍କର ମୂଳ ବାଣୀ । ଏହା ଧର୍ମୀୟ ସମନ୍ୱୟର ଏକ ଉଜ୍ଜ୍ୱଳ ଉଦାହରଣ । ଶ୍ରୀମା ସାରଦା ଦେବୀ ତାଙ୍କ ଆଧ୍ୟାତ୍ମିକ ସହଧର୍ମିଣୀ ଥିଲେ । ସେ ତାଙ୍କୁ ଜଗନ୍ମାତା ରୂପେ ପୂଜା କରିଥିଲେ । ଏହି ଘଟଣା ଭାରତୀୟ ଆଧ୍ୟାତ୍ମିକ ଇତିହାସରେ ଅନନ୍ୟ । ଶ୍ରୀରାମକୃଷ୍ଣଙ୍କ ଉପଦେଶ ସରଳ ଓ ହୃଦୟସ୍ପର୍ଶୀ । ଗାଁର ଉଦାହରଣ ଦେଇ ସେ ଗଭୀର ଦାର୍ଶନିକ ତତ୍ତ୍ୱ ବୁଝାଉଥିଲେ । ସାଧାରଣ ଲୋକ ମଧ୍ୟ ତାଙ୍କ କଥା ସହଜରେ ବୁଝିପାରୁଥିଲେ । bbox=[8, 1707, 335, 1981]
divider-right-vertical bbox=[1155, 4, 1156, 2329]
sudoku-cell bbox=[1226, 1758, 1251, 1785]
article2-col4: ୨୪ ଲକ୍ଷ ଗାଁ ମଧ୍ୟରେ ଅଧିକାଂଶ ଗାଁ ଏବେ ବି ମୌଳିକ ସୁବିଧାରୁ ବଞ୍ଚିତ । ଏହା ଚିନ୍ତାର ବିଷୟ । ସରକାରୀ ତଥ୍ୟ ଅନୁଯାୟୀ ଗାଁରୁ ସହରକୁ ସ୍ଥାନାନ୍ତରଣ ହାର ଲଗାତାର ବଢ଼ୁଛି । ବିପ୍ଲବୀ ଚିନ୍ତାଧାରା ରଖି ଯୁବକମାନେ ଗାଁରେ ପରିବର୍ତ୍ତନ ଆଣିପାରିବେ । ଆଧୁନିକ ଚାଷ ପଦ୍ଧତି, ଜୈବିକ ଚାଷ ଓ ଖାଦ୍ୟ ପ୍ରକ୍ରିୟାକରଣ ଶିଳ୍ପ ଗାଁରେ ନୂଆ ସମ୍ଭାବନା ସୃଷ୍ଟି କରୁଛି । ଜୀବନଶୈଳୀ ଦୃଷ୍ଟିରୁ ଗାଁ ଓ ସହର ମଧ୍ୟରେ ବ୍ୟବଧାନ କମୁଛି । ଟେଲିଭିଜନ, ମୋବାଇଲ ଓ ଇଣ୍ଟରନେଟ ଗାଁର ଲୋକଙ୍କୁ ବିଶ୍ୱ ସହ ଯୋଡ଼ି ଦେଇଛି । ଏହା ଏକ ସକାରାତ୍ମକ ପରିବର୍ତ୍ତନ । ଗାଁର ପାରମ୍ପରିକ ଜ୍ଞାନ ଓ ଆଧୁନିକ ବିଜ୍ଞାନର ସମନ୍ୱୟ ଘଟିଲେ ବିକାଶ ଦ୍ରୁତ ହେବ । ଆସନ୍ତୁ ଆମେ ସମସ୍ତେ ଗାଁ ପ୍ରତି ଆମର ଦାୟିତ୍ୱ ନିର୍ବାହ କରିବା । ଗାଁ ହିଁ ଆମର ମୂଳ, ଆମର ଶେକଡ଼ । ଏହାକୁ ଭୁଲିଗଲେ ଆମେ ନିଜ ପରିଚୟ ହରାଇବା । bbox=[868, 1045, 1150, 1239]
sudoku-solution-cell: 3 bbox=[1472, 2129, 1490, 2144]
sudoku-cell bbox=[1327, 1869, 1352, 1896]
sudoku-cell bbox=[1226, 1813, 1251, 1841]
sudoku-cell bbox=[1353, 1842, 1378, 1869]
sudoku-cell: 1 bbox=[1277, 1758, 1302, 1785]
aam-samasya-header bbox=[1160, 4, 1496, 54]
sudoku-solution-cell: 1 bbox=[1402, 2006, 1420, 2022]
pachisha-label-box bbox=[1248, 1508, 1488, 1564]
chirantani-poem bbox=[35, 49, 189, 129]
letter4-signature: –କେ. ରବି, ଡ଼–୪୩୭, କିଶିଦି କଲୋନୀ, ଭୁବନେଶ୍ୱର bbox=[1294, 1158, 1493, 1170]
sudoku-cell bbox=[1226, 1931, 1251, 1958]
sudoku-solution-cell: 4 bbox=[1385, 2083, 1403, 2098]
sudoku-solution-cell: 7 bbox=[1367, 2068, 1385, 2083]
envelope-icon bbox=[1164, 10, 1208, 44]
sudoku-cell: 1 bbox=[1429, 1786, 1454, 1813]
headline-leelamaya: ଲୀଳାମୟ ଶ୍ରୀରାମକୃଷ୍ଣ bbox=[423, 1674, 1047, 1748]
sudoku-cell bbox=[1378, 1842, 1403, 1869]
sudoku-cell: 9 bbox=[1277, 1869, 1302, 1896]
sudoku-solution-cell: 5 bbox=[1332, 2052, 1350, 2068]
sudoku-solution-cell: 3 bbox=[1455, 2098, 1473, 2114]
sudoku-brand-do: do bbox=[1221, 1671, 1248, 1696]
article3-col3: ଜନ୍ମ ହେଲେ ହେଁ ସେ ଥିଲେ ସର୍ବଜନୀନ । ମାତାପିତାଙ୍କ ପରଲୋକ ପରେ ସେ ବଡ଼ ଭାଇଙ୍କ ସହ କଲିକତା ଆସିଥିଲେ । ଦକ୍ଷିଣେଶ୍ୱର ମନ୍ଦିରରେ ପୂଜକ ଭାବେ ଯୋଗ ଦେଇ ତାଙ୍କ ସାଧନା ଆରମ୍ଭ ହୋଇଥିଲା । ଭୈରବୀ ବ୍ରାହ୍ମଣୀଙ୍କ ନିକଟରେ ସେ ତନ୍ତ୍ର ସାଧନା କରିଥିଲେ । ତୋତାପୁରୀଙ୍କ ନିକଟରୁ ଅଦ୍ୱୈତ ବେଦାନ୍ତ ଦୀକ୍ଷା ଗ୍ରହଣ କରି ନିର୍ବିକଳ୍ପ ସମାଧି ଲାଭ କରିଥିଲେ । ଏହା ଥିଲା ତାଙ୍କ ସାଧନାର ଚରମ ପରିଣତି । ଅନ୍ୟ ଏକ ପ୍ରସଙ୍ଗରେ ସେ କହିଥିଲେ – ଯେତେ ମତ ସେତେ ପଥ । ଏହି ବାଣୀ ଧର୍ମୀୟ ସହିଷ୍ଣୁତାର ମୂଳମନ୍ତ୍ର । କେଶବଚନ୍ଦ୍ର ସେନ, ବିଦ୍ୟାସାଗର ପ୍ରମୁଖ ମନୀଷୀ ତାଙ୍କ ସଂସ୍ପର୍ଶରେ ଆସି ପ୍ରଭାବିତ ହୋଇଥିଲେ । bbox=[886, 1753, 1148, 1918]
letter4-title: ଢୁଲା ଗୋରୁଙ୍କ ପ୍ରାଦୁର୍ଭାବ bbox=[1219, 1012, 1441, 1037]
sudoku-solution-cell: 1 bbox=[1332, 2037, 1350, 2052]
sudoku-brand bbox=[1172, 1668, 1324, 1714]
sudoku-rules-text: ସୁ–ଡୋ–କୁ ଏକ ଅଙ୍କ ଧନ୍ଦା । ଏହି ଧନ୍ଦା ସମାଧାନ ପାଇଁ ଆପଣଙ୍କୁ ଗଣିତ ଜାଣିବା ଆବଶ୍ୟକ ନାହିଁ । ଗତକାଲିର ସମାଧାନ ଏହି ପାଖରେ ପ୍ରକାଶିତ ହେଲା । bbox=[1168, 2005, 1318, 2072]
sudoku-cell bbox=[1277, 1813, 1302, 1841]
sudoku-solution-cell: 2 bbox=[1437, 2114, 1455, 2129]
sudoku-solution-cell: 5 bbox=[1385, 2022, 1403, 2037]
sudoku-solution-cell: 2 bbox=[1402, 2083, 1420, 2098]
letter-signature: –ଜଣେ ଗ୍ରାମବାସୀ, ବରଙ୍ଗ, କଟକ bbox=[1357, 238, 1493, 250]
sudoku-solution-cell: 6 bbox=[1367, 2052, 1385, 2068]
sudoku-cell bbox=[1378, 1869, 1403, 1896]
pachisha-bullet: • ପାକିସ୍ତାନରେ ଦୁଇ ଆଦିବାସୀ ଗୋଷ୍ଠୀ ମଧ୍ୟରେ ସଂଘର୍ଷ ଘଟି ୨୪ଜଣଙ୍କ ମୃତ୍ୟୁ । bbox=[1168, 1607, 1490, 1633]
sudoku-solution-cell: 6 bbox=[1385, 2114, 1403, 2129]
sudoku-cell: 6 bbox=[1226, 1842, 1251, 1869]
sudoku-cell bbox=[1353, 1869, 1378, 1896]
sudoku-cell bbox=[1302, 1869, 1327, 1896]
sudoku-solution-cell: 2 bbox=[1385, 2129, 1403, 2144]
address-line3: କେବଳ ସମ୍ପାଦକଙ୍କ ପତ୍ର, ଖବର ପାଇଁ ବ୍ୟବହାର କରନ୍ତୁ : bbox=[1204, 1353, 1454, 1365]
sudoku-cell bbox=[1429, 1730, 1454, 1758]
sudoku-brand-sub: Puzzles by Srikant Ghosh bbox=[1177, 1699, 1275, 1709]
sudoku-cell bbox=[1353, 1786, 1378, 1813]
sudoku-cell bbox=[1429, 1869, 1454, 1896]
sudoku-solution-cell: 5 bbox=[1437, 2098, 1455, 2114]
sudoku-solution-cell: 1 bbox=[1420, 2129, 1438, 2144]
sudoku-solution-cell: 6 bbox=[1420, 2068, 1438, 2083]
sudoku-cell bbox=[1378, 1730, 1403, 1758]
sudoku-solution-cell: 5 bbox=[1420, 2083, 1438, 2098]
sudoku-solution-cell: 8 bbox=[1402, 2052, 1420, 2068]
sudoku-solution-cell: 2 bbox=[1455, 2037, 1473, 2052]
divider-mid bbox=[4, 1660, 1152, 1662]
sudoku-solution-cell: 9 bbox=[1472, 2022, 1490, 2037]
pachisha-label1: ପଚିଶ ବର୍ଷ bbox=[1269, 1513, 1341, 1534]
sudoku-solution-cell: 6 bbox=[1350, 2129, 1368, 2144]
sudoku-solution-cell: 2 bbox=[1472, 2052, 1490, 2068]
sudoku-solution-cell: 1 bbox=[1350, 2098, 1368, 2114]
article2-col2: ଜନସଂଖ୍ୟାର ଅନେକାଂଶ ଗ୍ରାମାଞ୍ଚଳରେ ରହୁଥିବା ବେଳେ ଜାତୀୟ ଆୟରେ ଗାଁର ଅଂଶ କମୁଛି । ଏହି ଅସନ୍ତୁଳନ ଦୂର କରିବା ଜରୁରୀ । ଗାଁରେ ଭିତ୍ତିଭୂମି ବିକାଶ ପାଇଁ ଅଧିକ ପୁଞ୍ଜିନିବେଶ ଦରକାର । ଶିକ୍ଷିତ ଯୁବକମାନେ ଗାଁକୁ ଫେରି ଉଦ୍ୟୋଗ ଆରମ୍ଭ କଲେ ପରିସ୍ଥିତି ବଦଳିବ । ଅନେକ ଉଦାହରଣ ରହିଛି ଯେଉଁଠି ଯୁବକମାନେ ଗାଁରେ ରହି ସଫଳ ହୋଇଛନ୍ତି । ସେମାନେ ଅନ୍ୟମାନଙ୍କ ପାଇଁ ପ୍ରେରଣା । ଗାଁର ପାଣି, ପବନ ଓ ଖାଦ୍ୟ ଶୁଦ୍ଧ । ସହରରେ ଏହା ଦୁର୍ଲଭ । ସ୍ୱାସ୍ଥ୍ୟକର ଜୀବନ ପାଇଁ ଗାଁ ଉତ୍ତମ ସ୍ଥାନ । କରୋନା ସମୟରେ ଅନେକ ଲୋକ ଗାଁକୁ ଫେରି ଏହା ଅନୁଭବ କରିଥିଲେ । ସରକାରଙ୍କ ବିଭିନ୍ନ ଯୋଜନା ଗାଁ ପର୍ଯ୍ୟନ୍ତ ପହଞ୍ଚିବା ଆବଶ୍ୟକ । ମଧ୍ୟସ୍ଥିମାନଙ୍କ କାରଣରୁ ହିତାଧିକାରୀ ସୁବିଧା ପାଉନାହାନ୍ତି । ସ୍ୱଚ୍ଛତା ଓ ଉତ୍ତରଦାୟିତ୍ୱ ରହିଲେ ଗାଁର ଚେହେରା ବଦଳିବ । ସ୍ୱୟଂ ସହାୟକ ଗୋଷ୍ଠୀ ଜରିଆରେ ମହିଳାମାନେ ଆତ୍ମନିର୍ଭରଶୀଳ ହେଉଛନ୍ତି । ଏହା ଗାଁର ଅର୍ଥନୀତିରେ ନୂଆ ଶକ୍ତି ଆଣିଛି । ଏପରି ଉଦ୍ୟମକୁ ଆହୁରି ପ୍ରୋତ୍ସାହନ ଦିଆଯିବା ଉଚିତ । ଗାଁ ସହ ସହରର ସନ୍ତୁଳିତ ବିକାଶ ହିଁ ଆମର ଲକ୍ଷ୍ୟ ହେବା ଉଚିତ । ଦୁହେଁ ପରସ୍ପର ପରିପୂରକ । bbox=[318, 1045, 586, 1281]
sudoku-solution-cell: 3 bbox=[1402, 2129, 1420, 2144]
sudoku-cell bbox=[1251, 1758, 1276, 1785]
sudoku-solution-cell: 9 bbox=[1367, 2037, 1385, 2052]
article3-byline: ବିଷ୍ଣୁଚରଣ ଜେନା bbox=[10, 1670, 172, 1698]
ramakrishna-photo bbox=[626, 1752, 876, 2032]
sudoku-solution-cell: 9 bbox=[1455, 2068, 1473, 2083]
sudoku-solution-cell: 4 bbox=[1455, 2006, 1473, 2022]
sudoku-solution-cell: 4 bbox=[1420, 2114, 1438, 2129]
email-editor-link[interactable]: E-mail:dharitripress@gmail.com bbox=[1236, 1366, 1422, 1380]
sudoku-solution-cell: 5 bbox=[1367, 2129, 1385, 2144]
sudoku-brand-sep2 bbox=[1255, 1671, 1257, 1697]
sudoku-solution-cell: 6 bbox=[1402, 2022, 1420, 2037]
address-line1: ସମ୍ପାଦକ, ଧରିତ୍ରୀ, bbox=[1286, 1325, 1372, 1337]
headline-gaon-kana: ଗାଁ କ’ଣ ଏତେ ଖରାପ bbox=[431, 955, 1009, 1034]
article1-col1: ରାଜ୍ୟ ଓ କେନ୍ଦ୍ର ସରକାରଙ୍କ ପରିବହନ ନୀତି ଅନୁଯାୟୀ ରାସ୍ତାରେ ଧାନ, ମୁଗ ଓ ଅନ୍ୟ ଫସଲ ଶୁଖାଇବା ନିଷେଧ । କିନ୍ତୁ ଗାଁ ଗହଳରେ ଏହା ସାଧାରଣ ଦୃଶ୍ୟ । କୃଷକମାନେ ନିଜ ଖଳା ନଥିବାରୁ ପକ୍କା ସଡ଼କକୁ ହିଁ ଖଳା ଭାବେ ବ୍ୟବହାର କରୁଛନ୍ତି । ଫଳରେ ଯାନବାହନ ଚଳାଚଳରେ ଅସୁବିଧା ହେଉଛି ଓ ଦୁର୍ଘଟଣା ବଢ଼ୁଛି । ଗତ କିଛି ବର୍ଷ ମଧ୍ୟରେ ଗ୍ରାମାଞ୍ଚଳରେ ସଡ଼କ ସଂଯୋଗ ବ୍ୟାପକ ଭାବେ ବୃଦ୍ଧି ପାଇଛି । ପ୍ରଧାନମନ୍ତ୍ରୀ ଗ୍ରାମ ସଡ଼କ ଯୋଜନା ଅଧୀନରେ ହଜାର ହଜାର କିଲୋମିଟର ରାସ୍ତା ତିଆରି ହୋଇଛି । କିନ୍ତୁ ଏହି ରାସ୍ତାଗୁଡ଼ିକ ଫସଲ ଅମଳ ସମୟରେ ଖଳାରେ ପରିଣତ ହେଉଛି । ବାଇକ ଆରୋହୀ ଖସି ପଡ଼ି ଆହତ ହେଉଛନ୍ତି । ଅନେକ ସ୍ଥାନରେ ଧାନ ଗଦା କରି ଗାଡ଼ି ଚଲାଇ ମଡ଼ାଯାଉଛି । ଏହାଦ୍ୱାରା ସଡ଼କର ଉପର ସ୍ତର ନଷ୍ଟ ହେଉଛି ଓ ରାସ୍ତାର ଆୟୁ କମୁଛି । ସରକାର ଏଥିପାଇଁ କୋଟି କୋଟି ଟଙ୍କା ଖର୍ଚ୍ଚ କରୁଥିବା ବେଳେ ତାହାର ସୁଫଳ ସାଧାରଣ ଲୋକ ପାଉନାହାନ୍ତି । ପ୍ରଶାସନ ନୀରବ ଦର୍ଶକ ସାଜିଛି । ଖଳା ପାଇଁ ପଞ୍ଚାୟତ ସ୍ତରରେ ସାଧାରଣ ଜମି ଚିହ୍ନଟ କରି ପକ୍କା ଚଟାଣ ତିଆରି କଲେ ଏ ସମସ୍ୟାର ସମାଧାନ ହୋଇପାରିବ । ମନରେଗା ଯୋଜନାରେ ଏହାକୁ ସାମିଲ କରାଯାଇପାରେ । କୃଷକଙ୍କୁ ସଚେତନ କରାଇବା ମଧ୍ୟ ଜରୁରୀ । ରାସ୍ତାରେ ଶୁଖାଯାଉଥିବା ଫସଲ ଉପରେ ଧୂଳି, ଗାଡ଼ିର ତେଲ ଓ ଅଳିଆ ପଡ଼ି ଗୁଣବତ୍ତା ନଷ୍ଟ ହୁଏ । ମଣ୍ଡିରେ ଏଭଳି ଧାନର ଦର କମ ମିଳେ । ତେଣୁ କୃଷକମାନେ ନିଜର କ୍ଷତି ନିଜେ କରୁଛନ୍ତି ବୋଲି ବିଶେଷଜ୍ଞମାନେ କହୁଛନ୍ତି । ଦୁର୍ଘଟଣାରେ ଆହତ ହେଉଥିବା ଲୋକଙ୍କ ସଂଖ୍ୟା ଦିନକୁ ଦିନ ବଢ଼ୁଛି । ରାତି ସମୟରେ ଆଲୋକ ଅଭାବରୁ ରାସ୍ତା ଉପରେ ଥିବା ଧାନ ଗଦା ଦେଖାଯାଏ ନାହିଁ । ପୋଲିସ ଓ ପରିବହନ ବିଭାଗ ମିଳିତ ଭାବେ ଅଭିଯାନ ଚଳାଇବା ଦରକାର । bbox=[345, 189, 597, 559]
sudoku-solution-cell: 2 bbox=[1332, 2098, 1350, 2114]
sudoku-cell bbox=[1353, 1758, 1378, 1785]
sudoku-solution-cell: 5 bbox=[1472, 2006, 1490, 2022]
sudoku-cell bbox=[1327, 1931, 1352, 1958]
sudoku-cell bbox=[1403, 1842, 1428, 1869]
sudoku-cell bbox=[1277, 1842, 1302, 1869]
sudoku-cell: 1 bbox=[1302, 1903, 1327, 1930]
sudoku-cell bbox=[1327, 1903, 1352, 1930]
sudoku-solution-cell: 4 bbox=[1367, 2098, 1385, 2114]
sudoku-cell bbox=[1353, 1730, 1378, 1758]
sudoku-divider bbox=[1168, 1992, 1493, 1998]
poem-line: ହଜୁର ମଣିମା ସାଂଙ୍କ ସେମାନେ bbox=[35, 82, 173, 96]
sudoku-solution-cell: 7 bbox=[1437, 2083, 1455, 2098]
sudoku-solution-cell: 3 bbox=[1367, 2083, 1385, 2098]
aam-samasya-letter4: ଭୁବନେଶ୍ୱରର ବିଭିନ୍ନ ରାସ୍ତାରେ ଢୁଲା ଗୋରୁଙ୍କ ଉପଦ୍ରବ ଦିନକୁ ଦିନ ବଢ଼ିଚାଲିଛି । ମୁଖ୍ୟ ସଡ଼କ ମଝିରେ ଗୋରୁ ବସି ରହୁଥିବାରୁ ଯାନବାହନ ଚଳାଚଳ ବାଧାପ୍ରାପ୍ତ ହେଉଛି । ରାତି ସମୟରେ ଏହା ଅଧିକ ବିପଜ୍ଜନକ । ଅନେକ ବାଇକ ଆରୋହୀ ଗୋରୁଙ୍କୁ ଧକ୍କା ଦେଇ ଗୁରୁତର ଆହତ ହୋଇଛନ୍ତି । ମାଲିକମାନେ ଗୋରୁଙ୍କୁ ଖୋଲା ଛାଡ଼ି ଦେଉଛନ୍ତି । ମହାନଗର ନିଗମ ପକ୍ଷରୁ ଗୋରୁ ଧରିବା ଅଭିଯାନ ମଝିରେ ମଝିରେ ହେଉଥିଲେ ମଧ୍ୟ ତାହା ଯଥେଷ୍ଟ ନୁହେଁ । ଗୋରୁ ମାଲିକଙ୍କ ବିରୋଧରେ କଡ଼ା କାର୍ଯ୍ୟାନୁଷ୍ଠାନ ନିଆଯାଉ ଓ ସ୍ଥାୟୀ ଗୋଶାଳା ବ୍ୟବସ୍ଥା କରାଯାଉ ବୋଲି ଅନୁରୋଧ । –କେ. ରବି, ଡ଼–୪୩୭, କିଶିଦି କଲୋନୀ, ଭୁବନେଶ୍ୱର bbox=[1165, 1045, 1493, 1170]
sudoku-solution-cell: 7 bbox=[1472, 2114, 1490, 2129]
